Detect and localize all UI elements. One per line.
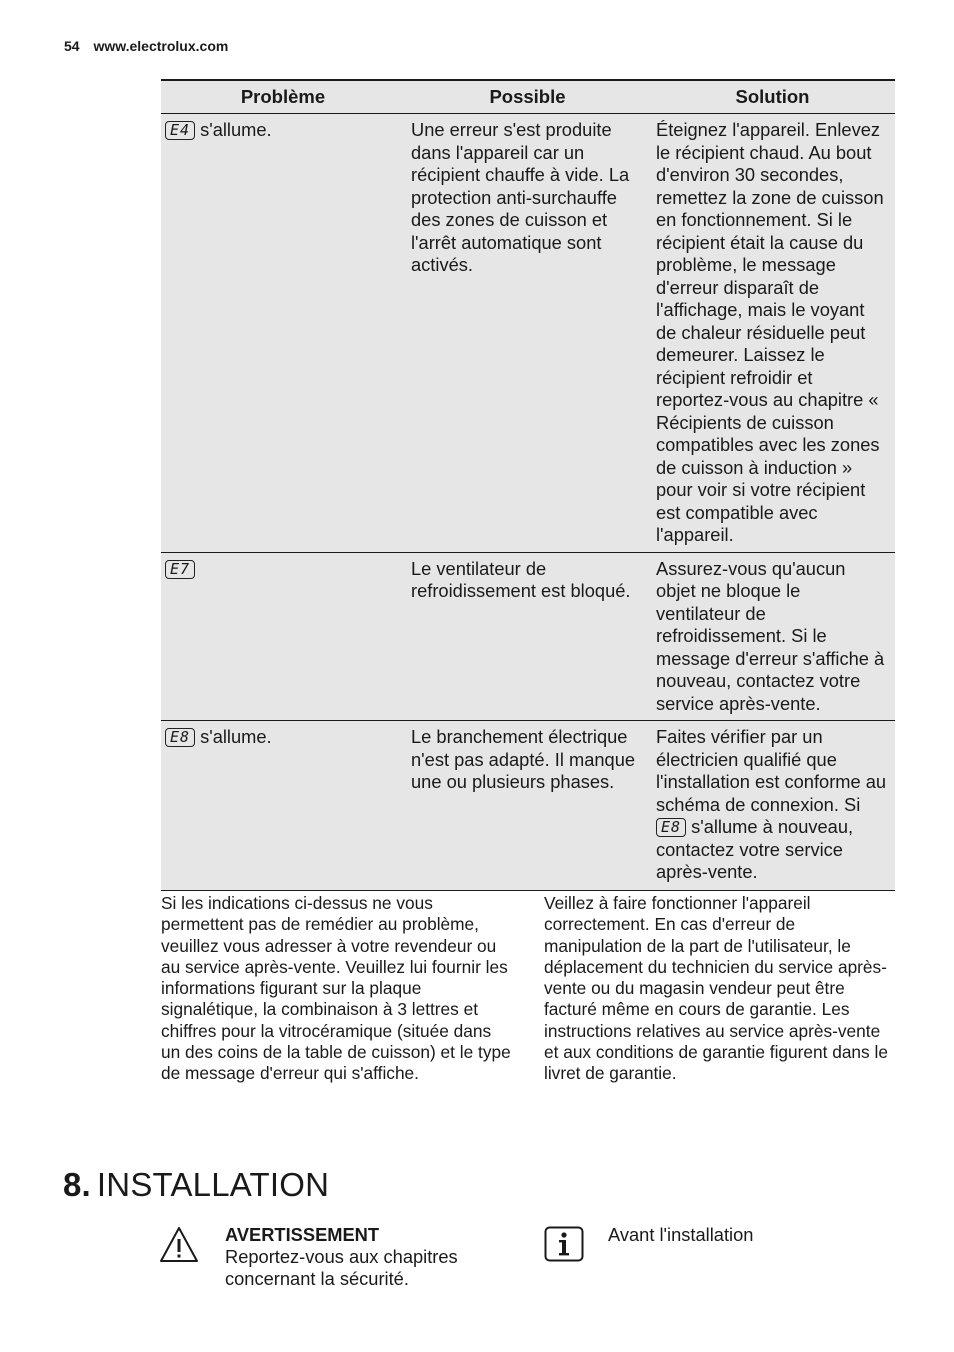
problem-cell: [161, 552, 405, 721]
error-code-e8-icon: E8: [656, 818, 686, 837]
section-heading: [63, 1166, 329, 1204]
problem-text: s'allume.: [200, 726, 272, 747]
column-header-solution: Solution: [650, 80, 895, 114]
problem-cell: [161, 114, 405, 553]
service-note-left: Si les indications ci-dessus ne vous permettent pas de remédier au problème, veuillez vous adresser à votre revendeur ou au service après-vente. Veuillez lui fournir les informations figurant sur la plaque signalétique, la combinaison à 3 lettres et chiffres pour la vitrocéramique (située dans un des coins de la table de cuisson) et le type de message d'erreur qui s'affiche.: [161, 893, 511, 1084]
cause-cell: Une erreur s'est produite dans l'appareil car un récipient chauffe à vide. La protection anti-surchauffe des zones de cuisson et l'arrêt automatique sont activés.: [405, 114, 650, 553]
warning-text: Reportez-vous aux chapitres concernant la sécurité.: [225, 1246, 458, 1289]
page-number: 54: [64, 38, 80, 54]
solution-text-after: s'allume à nouveau, contactez votre service après-vente.: [656, 816, 854, 882]
service-note-right: Veillez à faire fonctionner l'appareil correctement. En cas d'erreur de manipulation de la part de l'utilisateur, le déplacement du technicien du service après-vente ou du magasin vendeur peut être facturé même en cours de garantie. Les instructions relatives au service après-vente et aux conditions de garantie figurent dans le livret de garantie.: [544, 893, 888, 1084]
troubleshooting-table: [161, 79, 895, 891]
info-text: Avant l'installation: [608, 1224, 754, 1245]
warning-title: AVERTISSEMENT: [225, 1224, 380, 1245]
section-number: 8.: [63, 1166, 91, 1203]
table-row: [161, 114, 895, 553]
table-header-row: [161, 80, 895, 114]
error-code-e4-icon: E4: [165, 121, 195, 140]
cause-cell: Le ventilateur de refroidissement est bloqué.: [405, 552, 650, 721]
solution-cell: [650, 721, 895, 891]
cause-cell: Le branchement électrique n'est pas adapté. Il manque une ou plusieurs phases.: [405, 721, 650, 891]
warning-block: [225, 1224, 515, 1290]
error-code-e8-icon: E8: [165, 728, 195, 747]
column-header-problem: Problème: [161, 80, 405, 114]
solution-text-before: Faites vérifier par un électricien qualifié que l'installation est conforme au schéma de connexion. Si: [656, 726, 887, 815]
table-row: [161, 552, 895, 721]
solution-cell: Éteignez l'appareil. Enlevez le récipient chaud. Au bout d'environ 30 secondes, remettez la zone de cuisson en fonctionnement. Si le récipient était la cause du problème, le message d'erreur disparaît de l'affichage, mais le voyant de chaleur résiduelle peut demeurer. Laissez le récipient refroidir et reportez-vous au chapitre « Récipients de cuisson compatibles avec les zones de cuisson à induction » pour voir si votre récipient est compatible avec l'appareil.: [650, 114, 895, 553]
page-header: [64, 38, 228, 54]
website-url: www.electrolux.com: [93, 38, 229, 54]
problem-text: s'allume.: [200, 119, 272, 140]
warning-triangle-icon: [159, 1226, 199, 1269]
solution-cell: Assurez-vous qu'aucun objet ne bloque le ventilateur de refroidissement. Si le message d'erreur s'affiche à nouveau, contactez votre service après-vente.: [650, 552, 895, 721]
section-title: INSTALLATION: [96, 1166, 330, 1203]
column-header-cause: Possible: [405, 80, 650, 114]
table-row: [161, 721, 895, 891]
error-code-e7-icon: E7: [165, 560, 195, 579]
info-icon: [544, 1226, 584, 1267]
problem-cell: [161, 721, 405, 891]
